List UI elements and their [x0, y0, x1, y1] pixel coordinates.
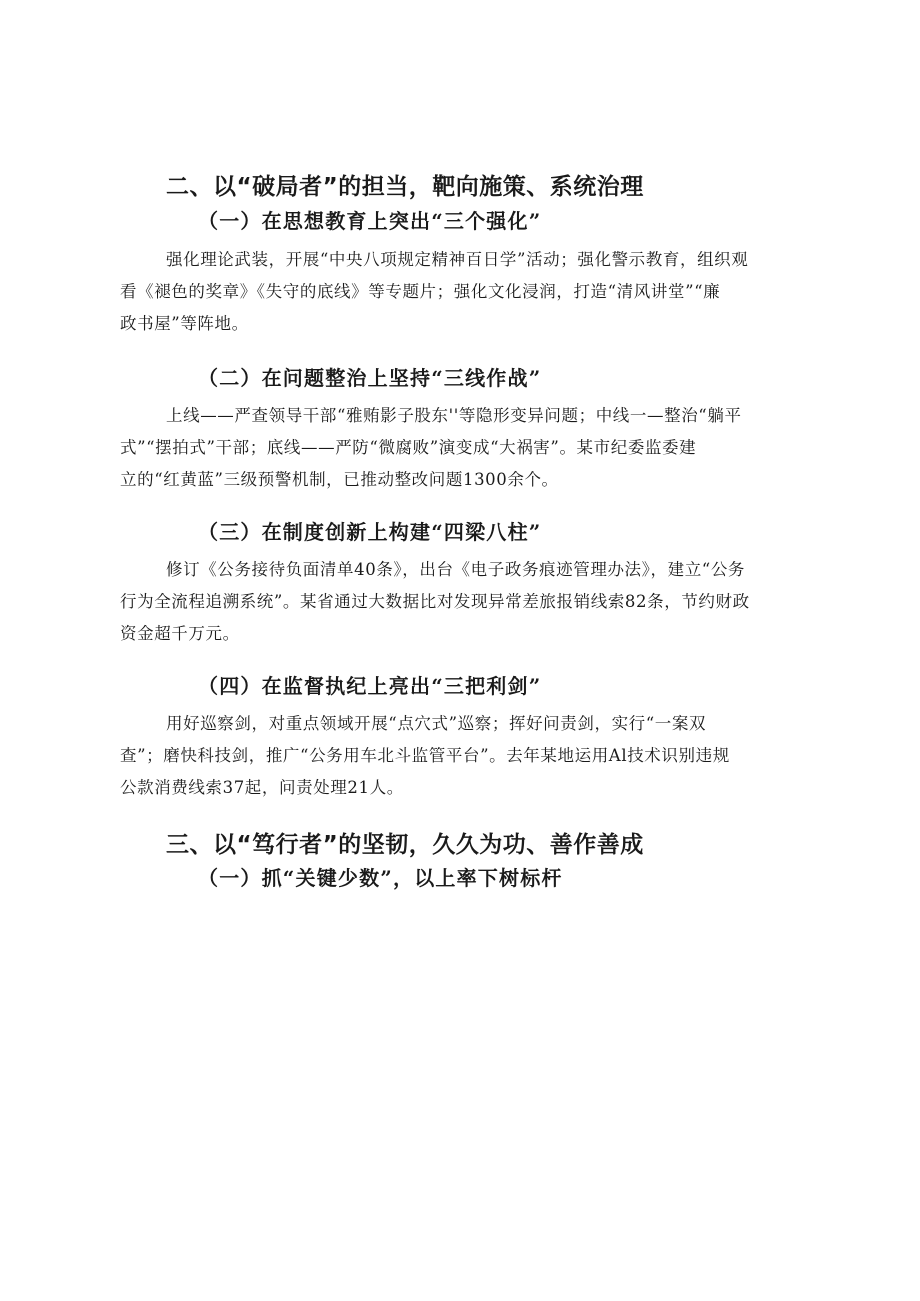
paragraph-2-2	[120, 400, 812, 496]
paragraph-line: 公款消费线索37起，问责处理21人。	[120, 778, 404, 797]
paragraph-2-3	[120, 554, 812, 650]
paragraph-2-4	[120, 708, 812, 804]
paragraph-line: 行为全流程追溯系统”。某省通过大数据比对发现异常差旅报销线索82条，节约财政	[120, 592, 750, 611]
paragraph-line: 式”“摆拍式”干部；底线——严防“微腐败”演变成“大祸害”。某市纪委监委建	[120, 438, 697, 457]
subsection-heading-2-2: （二）在问题整治上坚持“三线作战”	[198, 366, 542, 390]
paragraph-2-1	[120, 244, 812, 340]
subsection-heading-2-3: （三）在制度创新上构建“四梁八柱”	[198, 520, 542, 544]
paragraph-line: 立的“红黄蓝”三级预警机制，已推动整改问题1300余个。	[120, 470, 559, 489]
paragraph-line: 修订《公务接待负面清单40条》，出台《电子政务痕迹管理办法》，建立“公务	[166, 560, 746, 579]
section-heading-3: 三、以“笃行者”的坚韧，久久为功、善作善成	[166, 832, 644, 858]
paragraph-line: 政书屋”等阵地。	[120, 314, 249, 333]
paragraph-line: 强化理论武装，开展“中央八项规定精神百日学”活动；强化警示教育，组织观	[166, 250, 749, 269]
subsection-heading-2-1: （一）在思想教育上突出“三个强化”	[198, 209, 542, 233]
paragraph-line: 看《褪色的奖章》《失守的底线》等专题片；强化文化浸润，打造“清风讲堂”“廉	[120, 282, 721, 301]
paragraph-line: 资金超千万元。	[120, 624, 240, 643]
subsection-heading-2-4: （四）在监督执纪上亮出“三把利剑”	[198, 674, 542, 698]
paragraph-line: 用好巡察剑，对重点领域开展“点穴式”巡察；挥好问责剑，实行“一案双	[166, 714, 707, 733]
subsection-heading-3-1: （一）抓“关键少数”，以上率下树标杆	[198, 866, 563, 890]
paragraph-line: 查”；磨快科技剑，推广“公务用车北斗监管平台”。去年某地运用Al技术识别违规	[120, 746, 730, 765]
section-heading-2: 二、以“破局者”的担当，靶向施策、系统治理	[166, 174, 644, 200]
paragraph-line: 上线——严查领导干部“雅贿影子股东''等隐形变异问题；中线一—整治“躺平	[166, 406, 742, 425]
